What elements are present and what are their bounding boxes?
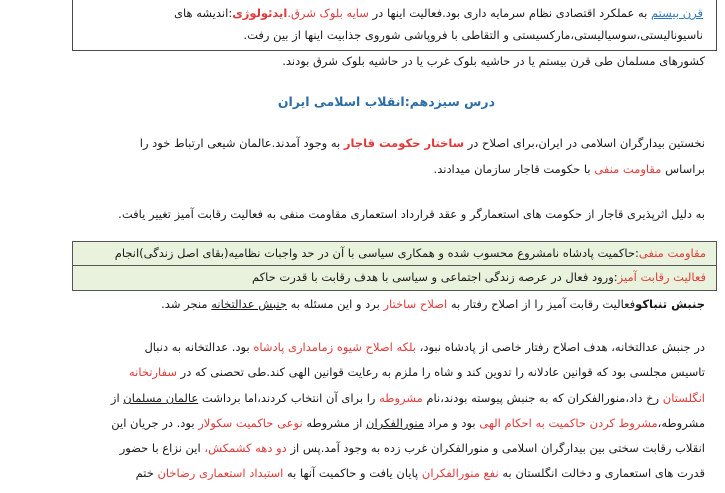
term-negative-resistance: مقاومت منفی: [594, 162, 662, 176]
para3-line-1: [144, 338, 705, 356]
definition-competitive-activity: [73, 265, 716, 289]
term-tobacco-movement: جنبش تنباکو: [635, 297, 705, 311]
para3-line-6: [136, 464, 705, 482]
text-segment: مشروطه،: [657, 416, 705, 430]
para1-line-2: [434, 160, 705, 178]
term-two-decades: دو دهه کشمکش،: [204, 441, 287, 455]
term-intellectuals-benefit: نفع منورالفکران: [421, 466, 499, 480]
text-segment: قدرت های استعماری و دخالت انگلستان به: [498, 466, 705, 480]
term-mashruteh: مشروطه: [379, 391, 423, 405]
term-divine-law-rule: مشروط کردن حاکمیت به احکام الهی: [479, 416, 658, 430]
term-embassy: سفارتخانه: [129, 365, 178, 379]
text-segment: بود و مراد: [424, 416, 480, 430]
text-segment: را برای آن انتخاب کردند،اما برداشت: [198, 391, 380, 405]
term-muslim-scholars: عالمان مسلمان: [123, 391, 199, 405]
para3-line-5: [120, 439, 705, 457]
text-segment: به وجود آمدند.عالمان شیعی ارتباط خود را: [139, 136, 344, 150]
term-intellectuals: منورالفکران: [366, 416, 425, 430]
text-segment: از: [110, 391, 124, 405]
term-eastern-bloc: سایه بلوک شرق.: [287, 6, 369, 20]
text-segment: به عملکرد اقتصادی نظام سرمایه داری بود.فعالیت اینها در: [368, 6, 651, 20]
text-segment: از مشروطه: [302, 416, 367, 430]
text-segment: بود. در جریان این: [111, 416, 199, 430]
para3-line-3: [111, 389, 705, 407]
term-ideology: ایدئولوژی: [232, 6, 288, 20]
para2: به دلیل اثرپذیری قاجار از حکومت های استعمارگر و عقد قرارداد استعماری مقاومت منفی به فعالیت رقابت آمیز تغییر یافت.: [118, 207, 705, 221]
term-qajar-structure: ساختار حکومت قاجار: [343, 136, 465, 150]
term-governance-reform: بلکه اصلاح شیوه زمامداری پادشاه: [253, 340, 416, 354]
tobacco-line: [161, 295, 705, 313]
text-segment: با حکومت قاجار سازمان میدادند.: [433, 162, 595, 176]
text-segment: برد و این مسئله به: [286, 297, 384, 311]
text-segment: این نزاع با حضور: [119, 441, 205, 455]
term-secular-rule: نوعی حاکمیت سکولار: [198, 416, 303, 430]
text-segment: پایان یافت و حاکمیت آنها به: [283, 466, 422, 480]
definition-term: فعالیت رقابت آمیز: [617, 270, 706, 284]
text-segment: نخستین بیدارگران اسلامی در ایران،برای اصلاح در: [464, 136, 705, 150]
intro-line: کشورهای مسلمان طی قرن بیستم یا در حاشیه بلوک غرب یا در حاشیه بلوک شرق بودند.: [282, 54, 705, 68]
text-segment: بود. عدالتخانه به دنبال: [144, 340, 254, 354]
para3-line-2: [129, 363, 705, 381]
text-segment: براساس: [661, 162, 705, 176]
text-segment: فعالیت رقابت آمیز را از اصلاح رفتار به: [447, 297, 636, 311]
term-adalatkhaneh-movement: جنبش عدالتخانه: [211, 297, 287, 311]
top-box-line-2: ناسیونالیستی،سوسیالیستی،مارکسیستی و التقاطی با فروپاشی شوروی جذابیت اینها از بین رفت.: [243, 28, 703, 42]
para3-line-4: [111, 414, 705, 432]
para1-line-1: [140, 134, 705, 152]
definition-text: :ورود فعال در عرصه زندگی اجتماعی و سیاسی با هدف رقابت با قدرت حاکم: [252, 270, 618, 284]
term-reza-khan-despotism: استبداد استعماری رضاخان: [157, 466, 284, 480]
text-segment: در جنبش عدالتخانه، هدف اصلاح رفتار خاصی از پادشاه نبود،: [415, 340, 705, 354]
text-segment: تاسیس مجلسی بود که قوانین عادلانه را تدوین کند و شاه را ملزم به رعایت قوانین الهی کند.طی تحصنی که در: [177, 365, 705, 379]
definition-term: مقاومت منفی: [638, 246, 706, 260]
term-20th-century: قرن بیستم: [651, 6, 703, 20]
lesson-title: درس سیزدهم:انقلاب اسلامی ایران: [277, 94, 495, 109]
text-segment: انقلاب رقابت سختی بین بیدارگران اسلامی و منورالفکران غرب زده به وجود آمد.پس از: [286, 441, 705, 455]
definitions-box: [72, 241, 717, 291]
text-segment: :اندیشه های: [174, 6, 233, 20]
text-segment: رخ داد،منورالفکران که به جنبش پیوسته بودند،نام: [422, 391, 663, 405]
top-box-line-1: [174, 4, 703, 22]
text-segment: منجر شد.: [161, 297, 212, 311]
term-structural-reform: اصلاح ساختار: [383, 297, 448, 311]
definition-negative-resistance: [73, 242, 716, 265]
term-england: انگلستان: [662, 391, 705, 405]
definition-text: :حاکمیت پادشاه نامشروع محسوب شده و همکاری سیاسی با آن در حد واجبات نظامیه(بقای اصل زندگی)انجام: [114, 246, 639, 260]
text-segment: ختم: [135, 466, 158, 480]
